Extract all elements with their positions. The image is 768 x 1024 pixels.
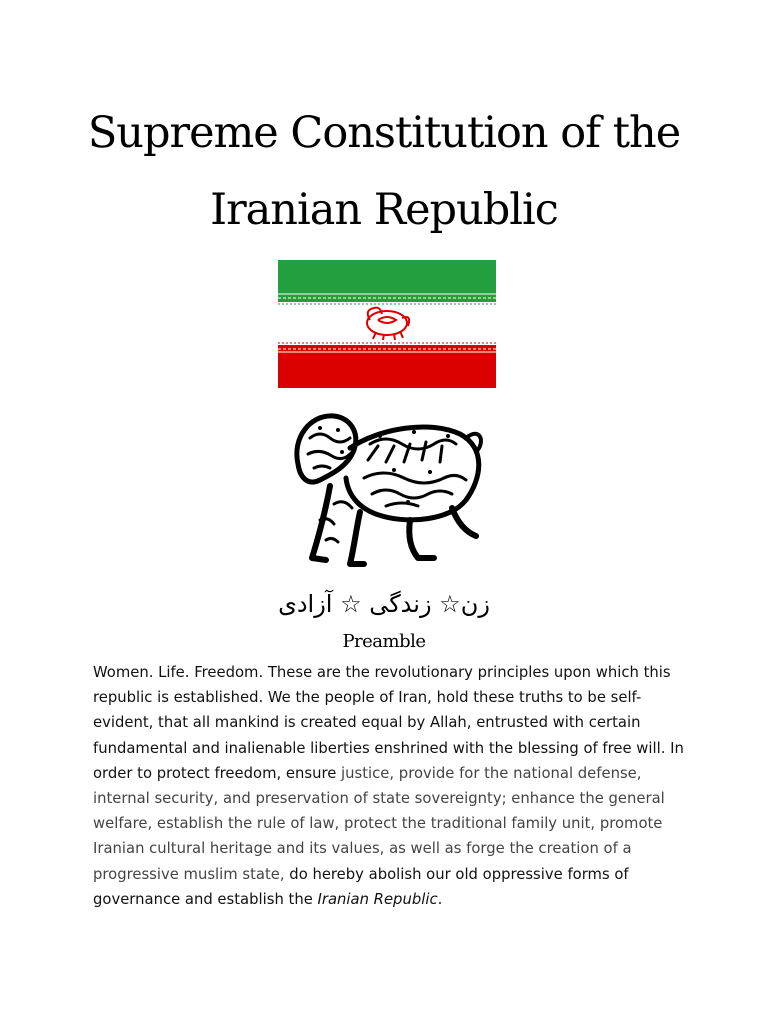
preamble-heading: Preamble (342, 631, 426, 652)
preamble-paragraph (93, 660, 693, 912)
preamble-text-part-3: do hereby abolish our old oppressive forms of governance and establish the (93, 865, 629, 908)
document-title-line-2: Iranian Republic (210, 185, 558, 235)
preamble-text-part-2: justice, provide for the national defense, internal security, and preservation of state sovereignty; enhance the general welfare, establish the rule of law, protect the traditional family unit, promote Iranian cultural heritage and its values, as well as forge the creation of a progressive muslim state, (93, 764, 665, 883)
preamble-text-part-1: Women. Life. Freedom. These are the revolutionary principles upon which this republic is established. We the people of Iran, hold these truths to be self-evident, that all mankind is created equal by Allah, entrusted with certain fundamental and inalienable liberties enshrined with the blessing of free will. In order to protect freedom, ensure (93, 664, 684, 782)
flag-image (278, 260, 496, 388)
document-title-line-1: Supreme Constitution of the (87, 108, 681, 158)
preamble-text-end: . (437, 890, 443, 908)
preamble-emphasis-republic: Iranian Republic (317, 890, 438, 908)
flag-red-stripe (278, 345, 496, 388)
flag-green-stripe (278, 260, 496, 302)
persian-slogan: زن☆ زندگی ☆ آزادی (278, 590, 490, 618)
lion-calligraphy-emblem (290, 408, 486, 570)
